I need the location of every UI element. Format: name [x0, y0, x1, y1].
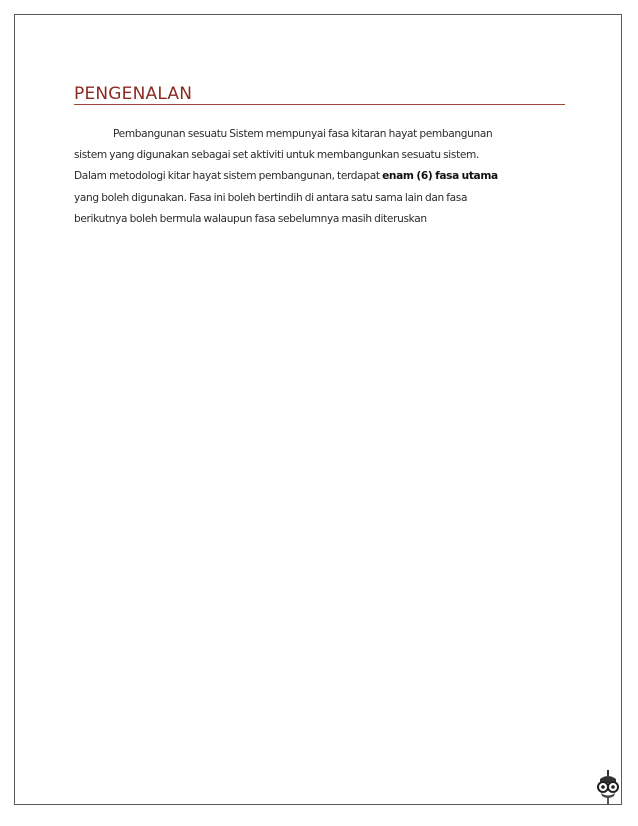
- paragraph-line-3: [74, 166, 552, 187]
- paragraph-line-2: sistem yang digunakan sebagai set aktiviti untuk membangunkan sesuatu sistem.: [74, 149, 480, 162]
- heading-underline: [74, 104, 565, 105]
- paragraph-line-5: berikutnya boleh bermula walaupun fasa sebelumnya masih diteruskan: [74, 212, 427, 225]
- section-heading: PENGENALAN: [74, 84, 193, 104]
- emphasis-text: enam (6) fasa utama: [382, 170, 498, 183]
- paragraph-line-1: Pembangunan sesuatu Sistem mempunyai fasa kitaran hayat pembangunan: [113, 128, 493, 140]
- paragraph-line-4: yang boleh digunakan. Fasa ini boleh bertindih di antara satu sama lain dan fasa: [74, 191, 468, 204]
- intro-paragraph: [74, 124, 552, 230]
- owl-logo-icon: [595, 770, 621, 804]
- paragraph-line-3-text: Dalam metodologi kitar hayat sistem pembangunan, terdapat: [74, 170, 383, 183]
